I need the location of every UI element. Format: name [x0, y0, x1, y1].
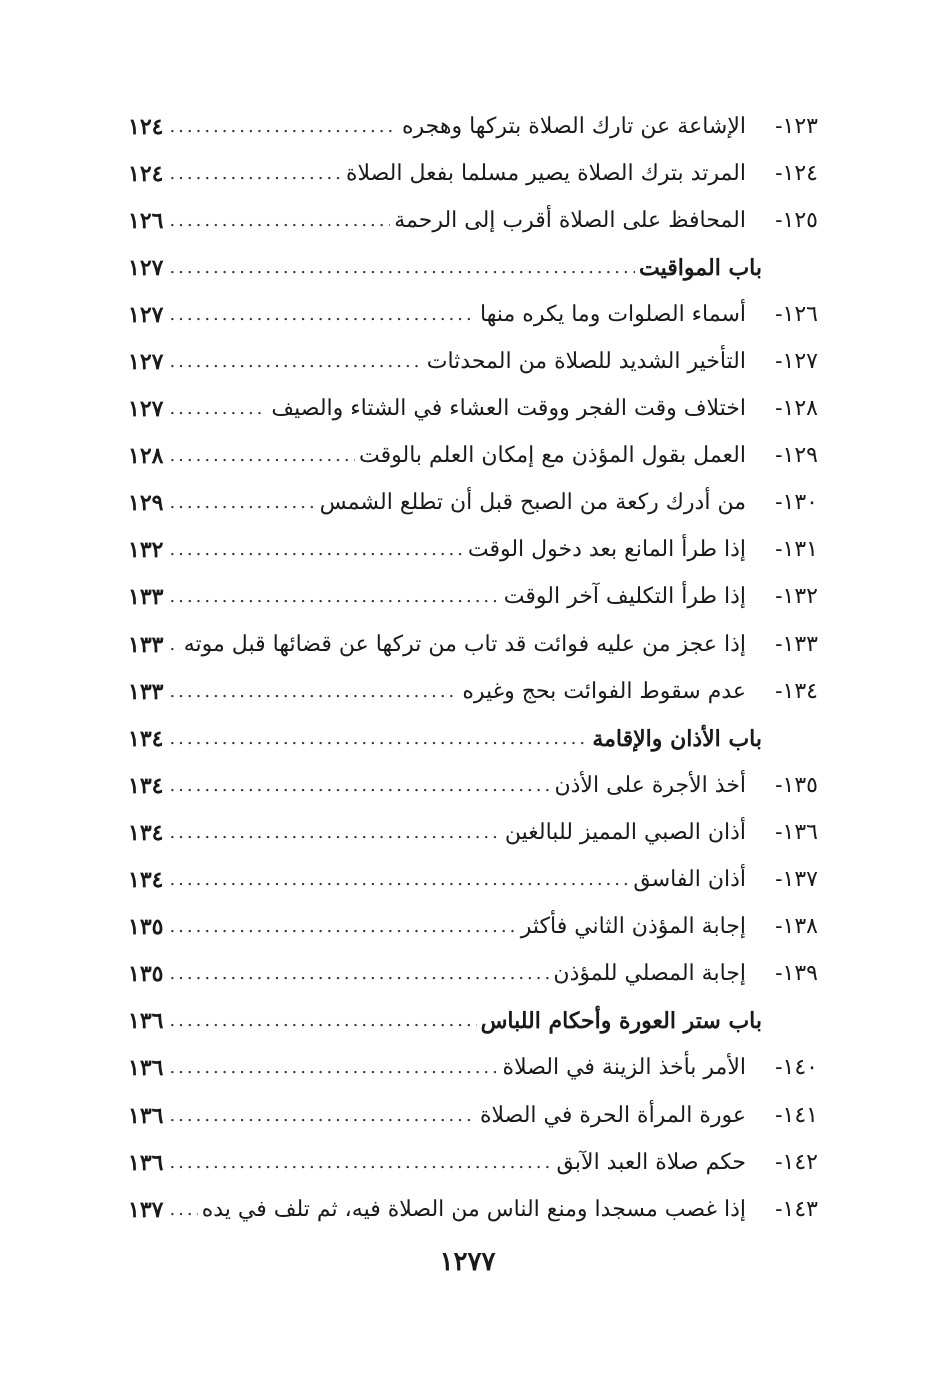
toc-entry-title: الإشاعة عن تارك الصلاة بتركها وهجره — [402, 113, 746, 139]
toc-entry — [128, 904, 818, 951]
toc-entry-number: ١٣٨- — [775, 914, 818, 940]
toc-entry-page: ١٢٧ — [128, 396, 164, 423]
toc-entry-page: ١٣٢ — [128, 537, 164, 564]
toc-entry-page: ١٣٦ — [128, 1055, 164, 1082]
toc-entry-number: ١٢٥- — [775, 207, 818, 233]
toc-entry — [128, 1045, 818, 1092]
toc-entry — [128, 1186, 818, 1233]
toc-entry — [128, 668, 818, 715]
toc-entry-number: ١٣٠- — [775, 490, 818, 516]
toc-entry-title: إجابة المصلي للمؤذن — [553, 961, 746, 987]
toc-entry-title: العمل بقول المؤذن مع إمكان العلم بالوقت — [359, 443, 746, 469]
toc-entry-page: ١٢٩ — [128, 490, 164, 517]
section-title: باب ستر العورة وأحكام اللباس — [480, 1008, 762, 1035]
toc-entry — [128, 291, 818, 338]
toc-entry-number: ١٣٥- — [775, 772, 818, 798]
toc-entry-page: ١٢٧ — [128, 349, 164, 376]
dot-leader — [163, 918, 516, 936]
toc-entry-page: ١٣٧ — [128, 1196, 164, 1223]
dot-leader — [163, 965, 549, 983]
dot-leader — [163, 494, 315, 512]
toc-entry-title: أذان الصبي المميز للبالغين — [504, 819, 746, 845]
toc-entry-page: ١٢٨ — [128, 443, 164, 470]
toc-entry — [128, 527, 818, 574]
toc-entry — [128, 762, 818, 809]
toc-section-heading — [128, 998, 818, 1045]
dot-leader — [163, 212, 390, 230]
toc-entry — [128, 197, 818, 244]
toc-entry — [128, 951, 818, 998]
toc-entry-title: إجابة المؤذن الثاني فأكثر — [520, 914, 746, 940]
toc-entry-number: ١٢٤- — [775, 160, 818, 186]
dot-leader — [163, 683, 458, 701]
dot-leader — [163, 730, 588, 748]
toc-entry — [128, 386, 818, 433]
toc-entry — [128, 480, 818, 527]
dot-leader — [163, 118, 398, 136]
toc-entry-page: ١٣٣ — [128, 584, 164, 611]
toc-entry — [128, 1139, 818, 1186]
dot-leader — [163, 1012, 476, 1030]
toc-entry-number: ١٢٣- — [775, 113, 818, 139]
dot-leader — [163, 259, 635, 277]
toc-entry-page: ١٢٤ — [128, 160, 164, 187]
toc-entry-number: ١٢٨- — [775, 396, 818, 422]
toc-entry-title: أذان الفاسق — [633, 867, 746, 893]
toc-entry-page: ١٣٤ — [128, 867, 164, 894]
toc-entry-title: من أدرك ركعة من الصبح قبل أن تطلع الشمس — [319, 490, 746, 516]
toc-entry-title: اختلاف وقت الفجر ووقت العشاء في الشتاء والصيف — [271, 396, 746, 422]
dot-leader — [163, 353, 422, 371]
toc-entry-title: إذا طرأ التكليف آخر الوقت — [503, 584, 746, 610]
toc-entry-number: ١٣٦- — [775, 819, 818, 845]
toc-entry-page: ١٣٣ — [128, 678, 164, 705]
toc-entry — [128, 1092, 818, 1139]
dot-leader — [163, 777, 550, 795]
toc-entry — [128, 433, 818, 480]
dot-leader — [163, 636, 179, 654]
toc-entry-page: ١٣٤ — [128, 772, 164, 799]
dot-leader — [163, 541, 463, 559]
toc-entry — [128, 857, 818, 904]
toc-entry-page: ١٢٤ — [128, 113, 164, 140]
toc-entry-page: ١٢٧ — [128, 301, 164, 328]
toc-section-heading — [128, 244, 818, 291]
toc-entry-title: المرتد بترك الصلاة يصير مسلما بفعل الصلاة — [345, 160, 746, 186]
toc-entry-number: ١٤٠- — [775, 1055, 818, 1081]
toc-entry-title: عورة المرأة الحرة في الصلاة — [479, 1102, 746, 1128]
dot-leader — [163, 1059, 498, 1077]
toc-entry-page: ١٣٤ — [128, 819, 164, 846]
toc-entry-number: ١٤١- — [775, 1102, 818, 1128]
toc-entry-title: إذا غصب مسجدا ومنع الناس من الصلاة فيه، ثم تلف في يده — [201, 1196, 746, 1222]
toc-entry-page: ١٣٦ — [128, 1102, 164, 1129]
toc-entry-title: إذا طرأ المانع بعد دخول الوقت — [467, 537, 746, 563]
section-title: باب المواقيت — [639, 254, 762, 281]
dot-leader — [163, 1107, 476, 1125]
table-of-contents — [128, 103, 818, 1233]
toc-entry-title: التأخير الشديد للصلاة من المحدثات — [426, 349, 746, 375]
toc-entry — [128, 621, 818, 668]
toc-entry-page: ١٣٥ — [128, 914, 164, 941]
toc-entry-title: أخذ الأجرة على الأذن — [554, 772, 746, 798]
toc-entry-number: ١٤٢- — [775, 1149, 818, 1175]
toc-entry-title: حكم صلاة العبد الآبق — [556, 1149, 746, 1175]
dot-leader — [163, 447, 355, 465]
toc-entry-page: ١٢٦ — [128, 207, 164, 234]
toc-entry-title: الأمر بأخذ الزينة في الصلاة — [502, 1055, 746, 1081]
page-number: ١٢٧٧ — [439, 1247, 496, 1277]
toc-entry-title: أسماء الصلوات وما يكره منها — [480, 301, 746, 327]
toc-entry-page: ١٣٣ — [128, 631, 164, 658]
toc-entry — [128, 574, 818, 621]
section-title: باب الأذان والإقامة — [592, 725, 762, 752]
toc-entry-number: ١٢٦- — [775, 301, 818, 327]
dot-leader — [163, 1154, 552, 1172]
toc-entry-title: المحافظ على الصلاة أقرب إلى الرحمة — [394, 207, 746, 233]
dot-leader — [163, 165, 341, 183]
toc-entry-page: ١٣٥ — [128, 961, 164, 988]
toc-entry-number: ١٣٣- — [775, 631, 818, 657]
toc-entry-number: ١٣٤- — [775, 678, 818, 704]
toc-entry-number: ١٣١- — [775, 537, 818, 563]
toc-entry-number: ١٤٣- — [775, 1196, 818, 1222]
toc-section-heading — [128, 715, 818, 762]
dot-leader — [163, 400, 267, 418]
toc-entry-page: ١٣٦ — [128, 1008, 164, 1035]
dot-leader — [163, 824, 500, 842]
toc-entry-page: ١٢٧ — [128, 254, 164, 281]
dot-leader — [163, 871, 629, 889]
toc-entry-number: ١٣٧- — [775, 867, 818, 893]
toc-entry — [128, 103, 818, 150]
toc-entry — [128, 809, 818, 856]
toc-entry-number: ١٢٩- — [775, 443, 818, 469]
toc-entry — [128, 150, 818, 197]
toc-entry-number: ١٣٩- — [775, 961, 818, 987]
toc-entry-number: ١٣٢- — [775, 584, 818, 610]
toc-entry-title: إذا عجز من عليه فوائت قد تاب من تركها عن قضائها قبل موته — [183, 631, 746, 657]
dot-leader — [163, 588, 499, 606]
toc-entry-number: ١٢٧- — [775, 349, 818, 375]
dot-leader — [163, 306, 476, 324]
toc-entry-page: ١٣٤ — [128, 725, 164, 752]
dot-leader — [163, 1201, 197, 1219]
toc-entry-title: عدم سقوط الفوائت بحج وغيره — [462, 678, 746, 704]
toc-entry — [128, 338, 818, 385]
toc-entry-page: ١٣٦ — [128, 1149, 164, 1176]
